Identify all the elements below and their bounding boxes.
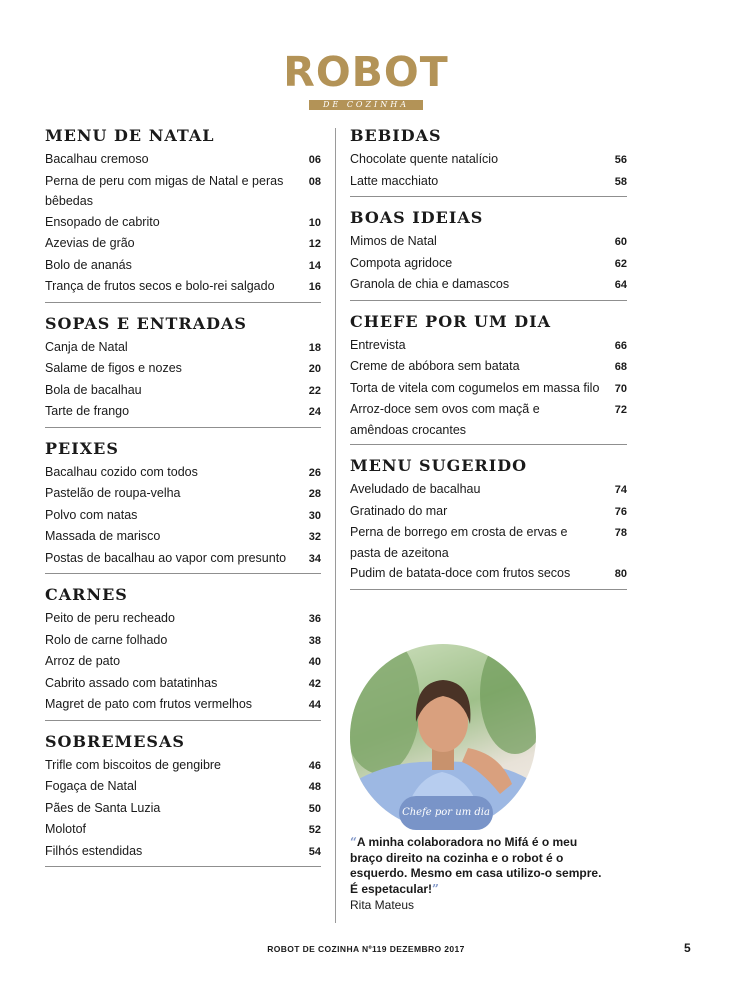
entry-page-number: 46 <box>308 759 321 772</box>
toc-entry <box>350 378 627 400</box>
entry-title: Granola de chia e damascos <box>350 277 510 291</box>
entry-page-number: 68 <box>614 361 627 373</box>
chef-quote <box>350 835 610 914</box>
entry-title: Filhós estendidas <box>45 843 143 858</box>
entry-page-number: 14 <box>308 259 321 272</box>
entry-title: Gratinado do mar <box>350 503 448 518</box>
entry-title: Cabrito assado com batatinhas <box>45 675 218 690</box>
section-title: BOAS IDEIAS <box>350 208 484 227</box>
column-divider <box>335 128 336 923</box>
toc-entry <box>45 630 321 652</box>
toc-section <box>350 208 627 301</box>
chef-badge: Chefe por um dia <box>399 796 493 830</box>
entry-page-number: 08 <box>308 175 321 188</box>
entry-title: Pudim de batata-doce com frutos secos <box>350 566 571 580</box>
quote-text-block <box>350 835 610 897</box>
entry-page-number: 40 <box>308 656 321 668</box>
toc-entry <box>45 233 321 255</box>
entry-page-number: 62 <box>614 257 627 270</box>
entry-title: Aveludado de bacalhau <box>350 482 481 496</box>
section-title: SOBREMESAS <box>45 731 185 751</box>
entry-title: Trança de frutos secos e bolo-rei salgado <box>45 279 275 293</box>
entry-page-number: 18 <box>308 341 321 354</box>
entry-page-number: 22 <box>308 384 321 397</box>
toc-entry <box>45 212 321 234</box>
entry-title: Bola de bacalhau <box>45 382 142 397</box>
toc-section <box>45 439 321 575</box>
entry-page-number: 66 <box>614 339 627 352</box>
section-title: MENU DE NATAL <box>45 126 215 145</box>
entry-title: Ensopado de cabrito <box>45 214 160 229</box>
entry-title: Magret de pato com frutos vermelhos <box>45 697 253 711</box>
entry-title: Tarte de frango <box>45 404 130 418</box>
entry-title: Peito de peru recheado <box>45 611 175 625</box>
entry-title: Massada de marisco <box>45 529 161 543</box>
entry-page-number: 24 <box>308 406 321 418</box>
entry-title: Creme de abóbora sem batata <box>350 359 520 373</box>
toc-entry <box>350 501 627 523</box>
toc-entry <box>45 651 321 673</box>
entry-page-number: 10 <box>308 216 321 229</box>
entry-page-number: 58 <box>614 175 627 188</box>
logo-wordmark: ROBOT <box>283 48 449 96</box>
entry-page-number: 30 <box>308 509 321 522</box>
toc-entry <box>45 694 321 716</box>
toc-entry <box>350 356 627 378</box>
toc-entry <box>45 255 321 277</box>
entry-page-number: 36 <box>308 613 321 625</box>
toc-section <box>350 312 627 446</box>
entry-page-number: 50 <box>308 802 321 815</box>
entry-title: Pães de Santa Luzia <box>45 800 161 815</box>
entry-title: Compota agridoce <box>350 255 453 270</box>
quote-open-mark: “ <box>350 835 357 849</box>
toc-section <box>350 126 627 197</box>
entry-title: Azevias de grão <box>45 236 135 250</box>
entry-page-number: 42 <box>308 677 321 690</box>
quote-text: A minha colaboradora no Mifá é o meu braço direito na cozinha e o robot é o esquerdo. Mesmo em casa utilizo-o sempre. É espetacular! <box>350 835 602 896</box>
entry-title: Arroz-doce sem ovos com maçã e amêndoas crocantes <box>350 402 540 437</box>
page-footer: ROBOT DE COZINHA Nº119 DEZEMBRO 2017 <box>267 944 465 954</box>
entry-page-number: 44 <box>308 699 321 711</box>
toc-entry <box>45 798 321 820</box>
toc-entry <box>45 149 321 171</box>
entry-title: Latte macchiato <box>350 173 439 188</box>
toc-entry <box>350 171 627 193</box>
entry-page-number: 78 <box>614 527 627 539</box>
toc-entry <box>45 673 321 695</box>
entry-title: Postas de bacalhau ao vapor com presunto <box>45 550 287 565</box>
entry-title: Rolo de carne folhado <box>45 632 168 647</box>
entry-title: Fogaça de Natal <box>45 779 137 793</box>
entry-page-number: 54 <box>308 845 321 858</box>
entry-title: Entrevista <box>350 337 406 352</box>
entry-page-number: 56 <box>614 154 627 166</box>
toc-entry <box>45 526 321 548</box>
entry-title: Bacalhau cozido com todos <box>45 464 198 479</box>
toc-entry <box>45 483 321 505</box>
toc-entry <box>45 337 321 359</box>
magazine-logo <box>0 50 732 112</box>
section-title: BEBIDAS <box>350 126 442 145</box>
entry-page-number: 16 <box>308 281 321 293</box>
toc-entry <box>45 608 321 630</box>
entry-page-number: 26 <box>308 466 321 479</box>
entry-title: Trifle com biscoitos de gengibre <box>45 757 222 772</box>
toc-section <box>350 456 627 590</box>
entry-title: Arroz de pato <box>45 654 121 668</box>
toc-section <box>45 732 321 868</box>
toc-entry <box>350 274 627 296</box>
entry-page-number: 70 <box>614 382 627 395</box>
entry-title: Polvo com natas <box>45 507 138 522</box>
contents-column-right <box>350 126 627 601</box>
entry-page-number: 64 <box>614 279 627 291</box>
entry-page-number: 06 <box>308 154 321 166</box>
toc-entry <box>350 563 627 585</box>
entry-page-number: 12 <box>308 238 321 250</box>
entry-page-number: 28 <box>308 488 321 500</box>
entry-title: Mimos de Natal <box>350 234 437 248</box>
entry-title: Chocolate quente natalício <box>350 152 499 166</box>
toc-section <box>45 314 321 428</box>
toc-entry <box>45 276 321 298</box>
entry-page-number: 72 <box>614 404 627 416</box>
entry-title: Torta de vitela com cogumelos em massa filo <box>350 380 600 395</box>
toc-entry <box>45 548 321 570</box>
toc-section <box>45 585 321 721</box>
entry-page-number: 38 <box>308 634 321 647</box>
entry-page-number: 34 <box>308 552 321 565</box>
toc-entry <box>45 380 321 402</box>
quote-author: Rita Mateus <box>350 898 415 912</box>
contents-column-left <box>45 126 321 878</box>
entry-page-number: 74 <box>614 484 627 496</box>
entry-page-number: 20 <box>308 363 321 375</box>
toc-entry <box>350 253 627 275</box>
toc-entry <box>45 358 321 380</box>
toc-entry <box>350 149 627 171</box>
entry-title: Salame de figos e nozes <box>45 361 182 375</box>
entry-title: Bolo de ananás <box>45 257 132 272</box>
section-title: CHEFE POR UM DIA <box>350 311 552 331</box>
entry-page-number: 60 <box>614 236 627 248</box>
toc-entry <box>350 231 627 253</box>
entry-title: Pastelão de roupa-velha <box>45 486 181 500</box>
entry-title: Perna de peru com migas de Natal e peras bêbedas <box>45 173 284 208</box>
toc-entry <box>45 841 321 863</box>
toc-entry <box>45 171 321 212</box>
entry-page-number: 52 <box>308 824 321 836</box>
entry-page-number: 80 <box>614 568 627 580</box>
toc-entry <box>45 401 321 423</box>
entry-title: Canja de Natal <box>45 339 128 354</box>
section-title: MENU SUGERIDO <box>350 456 528 475</box>
entry-title: Molotof <box>45 822 86 836</box>
entry-page-number: 48 <box>308 781 321 793</box>
toc-entry <box>45 776 321 798</box>
toc-entry <box>350 479 627 501</box>
section-title: CARNES <box>45 585 128 604</box>
toc-entry <box>45 462 321 484</box>
entry-page-number: 76 <box>614 505 627 518</box>
toc-entry <box>350 335 627 357</box>
toc-entry <box>45 755 321 777</box>
logo-subtitle-band: DE COZINHA <box>309 100 423 110</box>
entry-title: Perna de borrego em crosta de ervas e pasta de azeitona <box>350 525 568 560</box>
toc-entry <box>45 505 321 527</box>
section-title: SOPAS E ENTRADAS <box>45 313 247 333</box>
entry-title: Bacalhau cremoso <box>45 152 149 166</box>
section-title: PEIXES <box>45 438 119 458</box>
page-number: 5 <box>684 941 691 955</box>
toc-section <box>45 126 321 303</box>
toc-entry <box>350 522 627 563</box>
entry-page-number: 32 <box>308 531 321 543</box>
toc-entry <box>350 399 627 440</box>
quote-close-mark: ” <box>432 881 439 896</box>
toc-entry <box>45 819 321 841</box>
